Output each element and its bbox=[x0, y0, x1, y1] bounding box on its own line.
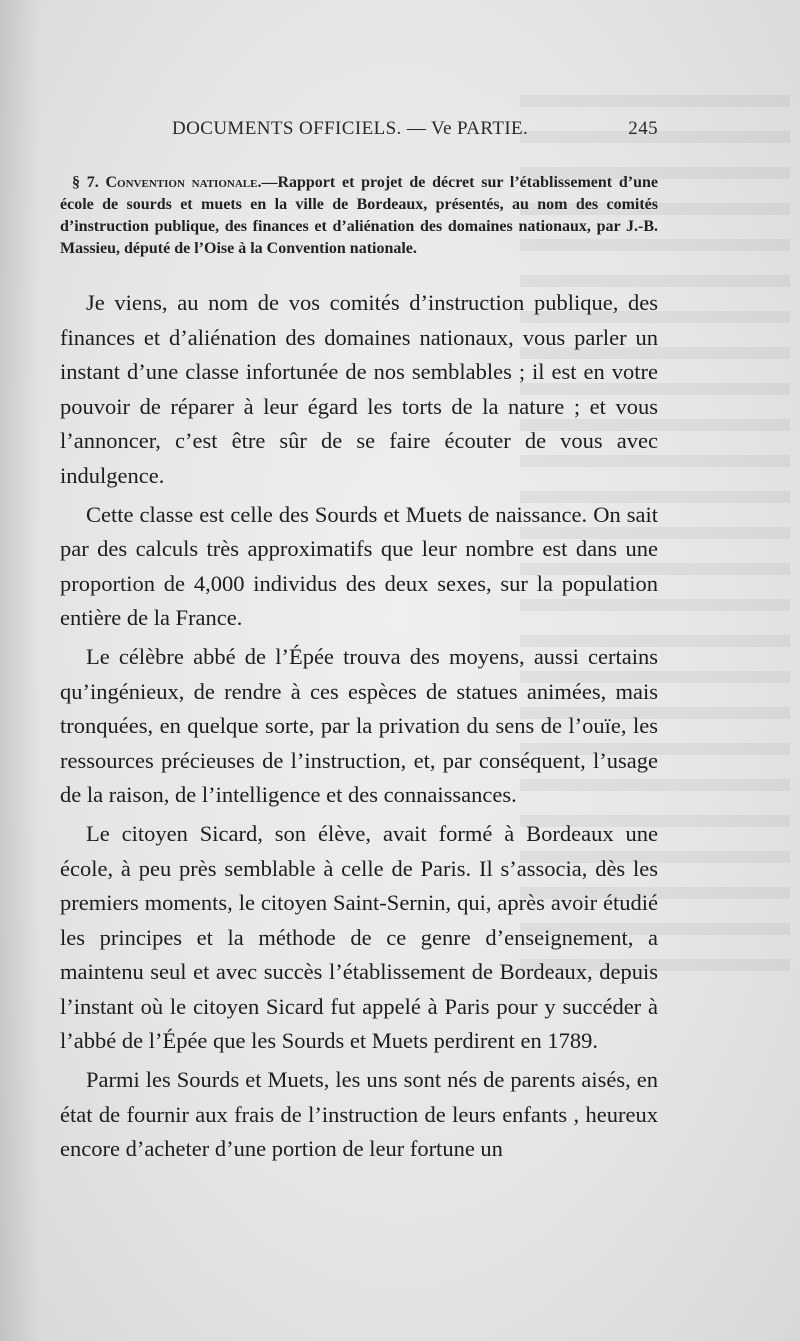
page-number: 245 bbox=[628, 118, 658, 139]
paragraph: Je viens, au nom de vos comités d’instruction publique, des finances et d’aliénation des domaines nationaux, vous parler un instant d’une classe infortunée de nos semblables ; il est en votre pouvoir de réparer à leur égard les torts de la nature ; et vous l’annoncer, c’est être sûr de se faire écouter de vous avec indulgence. bbox=[60, 290, 658, 488]
section-mark: § 7. bbox=[72, 174, 99, 191]
paragraph: Le célèbre abbé de l’Épée trouva des moyens, aussi certains qu’ingénieux, de rendre à ces espèces de statues animées, mais tronquées, en quelque sorte, par la privation du sens de l’ouïe, les ressources précieuses de l’instruction, et, par conséquent, l’usage de la raison, de l’intelligence et des connaissances. bbox=[60, 643, 658, 808]
paragraph: Le citoyen Sicard, son élève, avait formé à Bordeaux une école, à peu près semblable à celle de Paris. Il s’associa, dès les premiers moments, le citoyen Saint-Sernin, qui, après avoir étudié les principes et la méthode de ce genre d’enseignement, a maintenu seul et avec succès l’établissement de Bordeaux, depuis l’instant où le citoyen Sicard fut appelé à Paris pour y succéder à l’abbé de l’Épée que les Sourds et Muets perdirent en 1789. bbox=[60, 820, 658, 1054]
paragraph: Parmi les Sourds et Muets, les uns sont nés de parents aisés, en état de fournir aux frais de l’instruction de leurs enfants , heureux encore d’acheter d’une portion de leur fortune un bbox=[60, 1067, 658, 1162]
section-title: Convention nationale. bbox=[105, 174, 262, 191]
running-title: DOCUMENTS OFFICIELS. — Ve PARTIE. bbox=[172, 118, 529, 139]
body-text bbox=[60, 286, 658, 1171]
running-head bbox=[60, 118, 658, 142]
paragraph: Cette classe est celle des Sourds et Muets de naissance. On sait par des calculs très approximatifs que leur nombre est dans une proportion de 4,000 individus des deux sexes, sur la population entière de la France. bbox=[60, 501, 658, 631]
section-heading bbox=[60, 172, 658, 260]
binding-shadow bbox=[0, 0, 40, 1341]
section-description: —Rapport et projet de décret sur l’établissement d’une école de sourds et muets en la ville de Bordeaux, présentés, au nom des comités d’instruction publique, des finances et d’aliénation des domaines nationaux, par J.-B. Massieu, député de l’Oise à la Convention nationale. bbox=[60, 174, 658, 257]
